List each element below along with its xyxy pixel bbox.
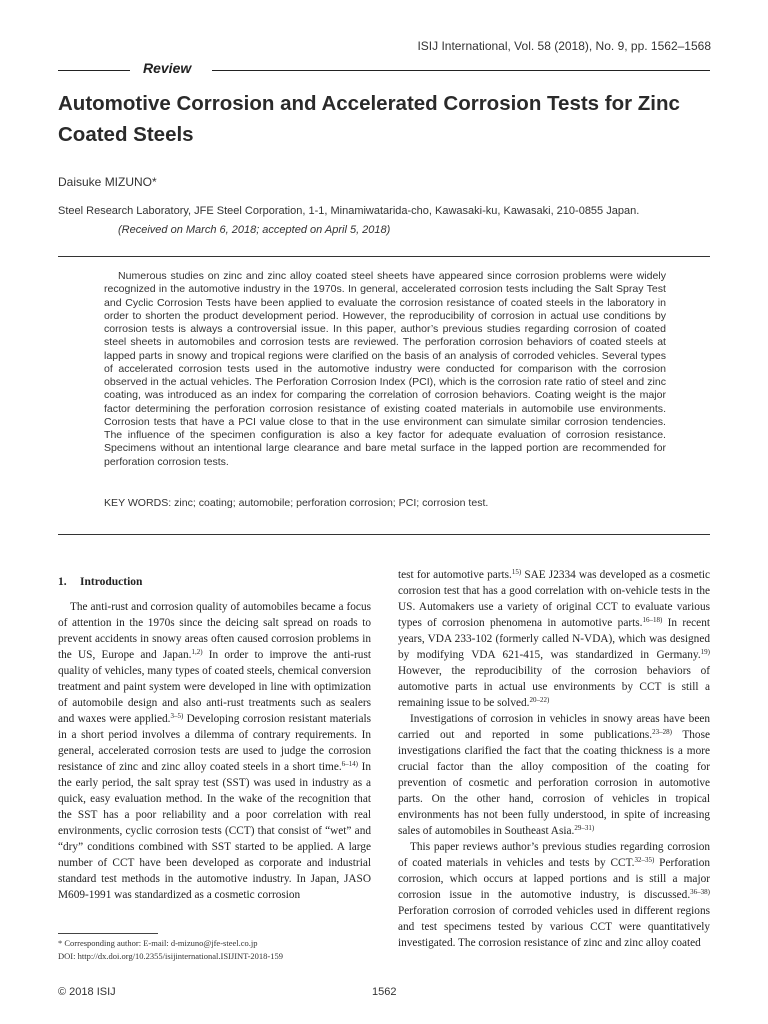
body-column-left (58, 599, 371, 903)
abstract-rule-bottom (58, 534, 710, 535)
author-affiliation: Steel Research Laboratory, JFE Steel Corporation, 1-1, Minamiwatarida-cho, Kawasaki-ku, Kawasaki, 210-0855 Japan. (58, 205, 640, 217)
review-rule-right (212, 70, 710, 71)
doi-footnote: DOI: http://dx.doi.org/10.2355/isijinternational.ISIJINT-2018-159 (58, 951, 284, 961)
citation: 15) (511, 568, 522, 576)
body-column-right (398, 567, 710, 951)
footnote-rule (58, 933, 158, 934)
section-heading (58, 576, 142, 588)
abstract: Numerous studies on zinc and zinc alloy coated steel sheets have appeared since corrosion problems were widely recognized in the automotive industry in the 1970s. In general, accelerated corrosion tests including the Salt Spray Test and Cyclic Corrosion Tests have been applied to evaluate the corrosion resistance of coated steels in the laboratory in order to shorten the product development period. However, the reproducibility of corrosion in actual use conditions by corrosion tests is always a controversial issue. In this paper, author’s previous studies regarding corrosion of coated steel sheets in automobiles and corrosion tests are reviewed. The perforation corrosion behaviors of coated steels at lapped parts in snowy and tropical regions were clarified on the basis of an analysis of corroded vehicles. Several types of accelerated corrosion tests used in the automotive industry were conducted for comparison with the corrosion observed in the actual vehicles. The Perforation Corrosion Index (PCI), which is the corrosion rate ratio of steel and zinc coating, was introduced as an index for comparing the correlation of corrosion behaviors. Coating weight is the major factor determining the perforation corrosion resistance of existing coated materials in automobile use environments. Corrosion tests that have a PCI value close to that in the use environment can simulate similar corrosion tendencies. The influence of the specimen configuration is also a key factor for adequate evaluation of corrosion resistance. Specimens without an intentional large clearance and bare metal surface in the lapped portion are recommended for perforation corrosion tests. (104, 270, 666, 468)
paragraph: This paper reviews author’s previous studies regarding corrosion of coated materials in vehicles and tests by CCT.$^{32-35)}$ Perforation corrosion, which occurs at lapped portions and is still a major corrosion issue in the automotive industry, is discussed.$^{36-38)}$ Perforation corrosion of corroded vehicles used in different regions and test specimens tested by various CCT were quantitatively investigated. The corrosion resistance of zinc and zinc alloy coated (398, 841, 710, 949)
citation: 3–5) (170, 712, 184, 720)
corresponding-author-footnote: * Corresponding author: E-mail: d-mizuno@jfe-steel.co.jp (58, 938, 258, 948)
citation: 36–38) (690, 888, 710, 896)
page-number: 1562 (372, 986, 397, 998)
section-number: 1. (58, 576, 67, 588)
copyright: © 2018 ISIJ (58, 986, 116, 998)
citation: 29–31) (574, 824, 595, 832)
citation: 32–35) (634, 856, 655, 864)
abstract-rule-top (58, 256, 710, 257)
paragraph: Investigations of corrosion in vehicles in snowy areas have been carried out and reported in some publications.$^{23-28)}$ Those investigations clarified the fact that the coating thickness is a more crucial factor than the alloy composition of the coating for prevention of cosmetic and perforation corrosion in automotive parts. On the other hand, corrosion of vehicles in tropical environments has not been fully understood, in spite of increasing sales of automobiles in Southeast Asia.$^{29-31)}$ (398, 713, 710, 837)
paragraph: test for automotive parts.$^{15)}$ SAE J2334 was developed as a cosmetic corrosion test that has a good correlation with on-vehicle tests in the US. Automakers use a variety of original CCT to evaluate various types of corrosion phenomena in automotive parts.$^{16-18)}$ In recent years, VDA 233-102 (formerly called N-VDA), which was designed by modifying VDA 621-415, was standardized in Germany.$^{19)}$ However, the reproducibility of the corrosion behaviors of automotive parts in actual use environments by CCT is still a remaining issue to be solved.$^{20-22)}$ (398, 568, 710, 709)
citation: 6–14) (341, 760, 358, 768)
section-label: Review (143, 60, 192, 76)
keywords: KEY WORDS: zinc; coating; automobile; perforation corrosion; PCI; corrosion test. (104, 497, 489, 509)
citation: 16–18) (642, 616, 663, 624)
paper-title: Automotive Corrosion and Accelerated Corrosion Tests for Zinc Coated Steels (58, 92, 680, 146)
journal-reference: ISIJ International, Vol. 58 (2018), No. 9, pp. 1562–1568 (417, 39, 711, 53)
citation: 1,2) (191, 648, 203, 656)
author-name: Daisuke MIZUNO* (58, 175, 157, 189)
paragraph: The anti-rust and corrosion quality of automobiles became a focus of attention in the 1970s since the deicing salt spread on roads to prevent accidents in snowy areas often caused corrosion problems in the US, Europe and Japan.$^{1,2)}$ In order to improve the anti-rust quality of vehicles, many types of coated steels, chemical conversion treatment and paint system were developed in line with optimization of automobile design and also anti-rust treatments such as sealers and waxes were applied.$^{3-5)}$ Developing corrosion resistant materials in a short period involves a dilemma of contrary requirements. In general, accelerated corrosion tests are used to judge the corrosion resistance of zinc and zinc alloy coated steels in a short time.$^{6-14)}$ In the early period, the salt spray test (SST) was used in industry as a quick, easy evaluation method. In the wake of the recognition that the SST has a poor reliability and a poor correlation with real environments, cyclic corrosion tests (CCT) that consist of “wet” and “dry” conditions combined with SST started to be applied. A large number of CCT have been developed as corporate and industrial standard test methods in the automotive industry. In Japan, JASO M609-1991 was standardized as a cosmetic corrosion (58, 601, 371, 901)
citation: 19) (700, 648, 710, 656)
citation: 23–28) (652, 728, 672, 736)
received-dates: (Received on March 6, 2018; accepted on April 5, 2018) (118, 224, 391, 236)
section-title: Introduction (80, 576, 143, 588)
citation: 20–22) (529, 696, 550, 704)
review-rule-left (58, 70, 130, 71)
